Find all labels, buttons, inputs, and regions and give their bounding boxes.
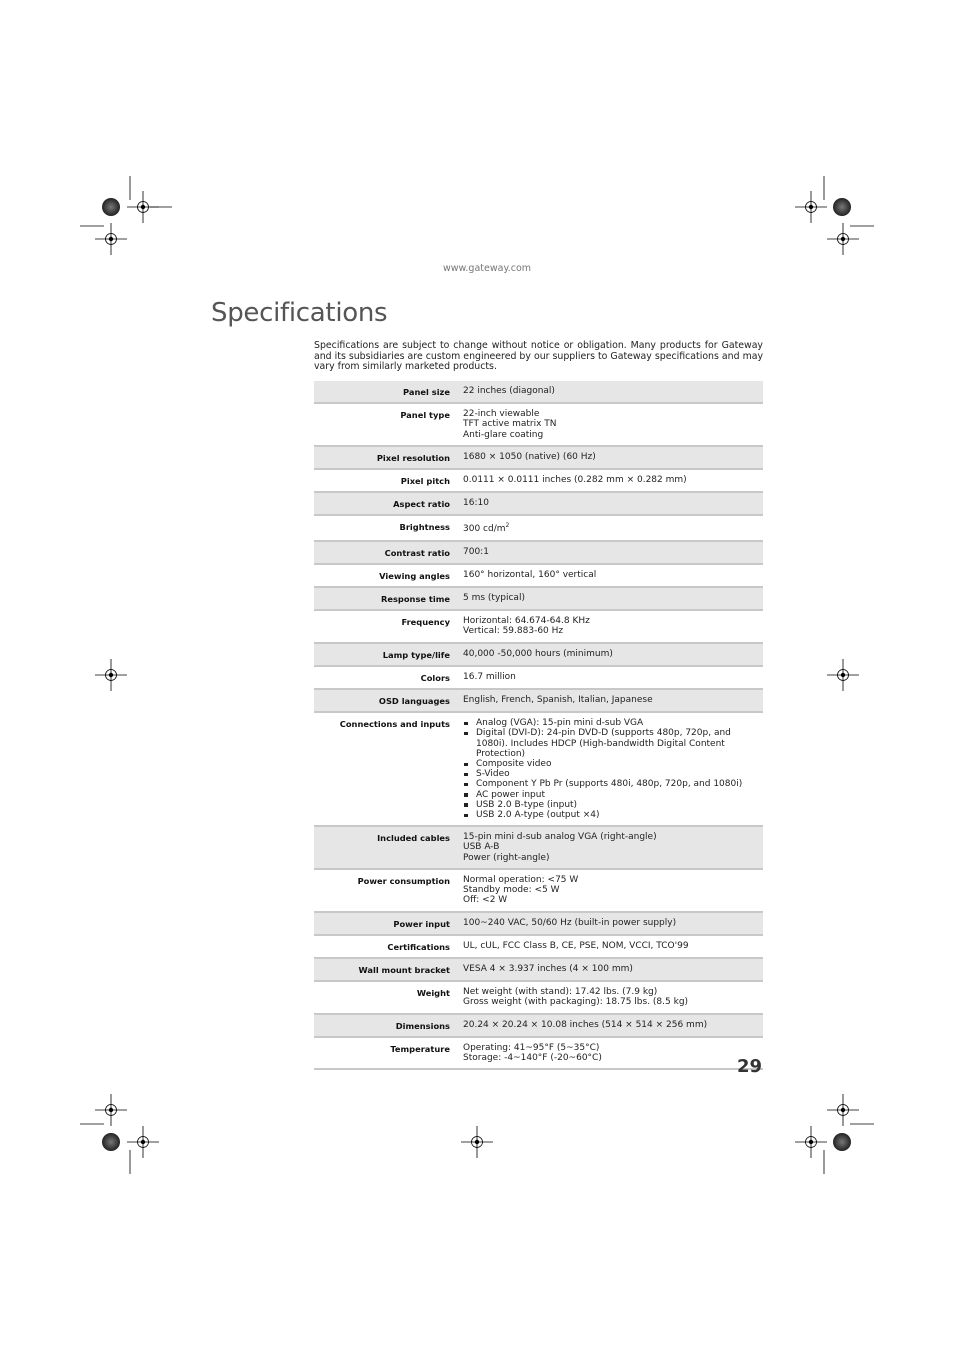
spec-label: Power input [393, 918, 450, 929]
spec-bullet-item: Composite video [463, 759, 763, 769]
spec-label: Dimensions [395, 1020, 450, 1031]
spec-label: Weight [416, 988, 450, 999]
spec-label: Viewing angles [379, 570, 450, 581]
page-title: Specifications [211, 298, 388, 328]
spec-value-line: 5 ms (typical) [463, 593, 525, 604]
spec-label: OSD languages [378, 696, 450, 707]
spec-value-superscript: 2 [505, 522, 510, 530]
spec-value-line: 0.0111 × 0.0111 inches (0.282 mm × 0.282 mm) [463, 475, 687, 486]
spec-bullet-item: AC power input [463, 790, 763, 800]
spec-bullet-item: S-Video [463, 769, 763, 779]
spec-label: Pixel resolution [376, 452, 450, 463]
spec-value-line: 20.24 × 20.24 × 10.08 inches (514 × 514 × 256 mm) [463, 1019, 708, 1030]
spec-value-line: Normal operation: <75 W [463, 874, 579, 885]
spec-value-line: 40,000 -50,000 hours (minimum) [463, 648, 613, 659]
spec-value-line: Horizontal: 64.674-64.8 KHz [463, 616, 590, 627]
spec-value-line: Off: <2 W [463, 895, 508, 906]
spec-value-line: USB A-B [463, 842, 500, 853]
spec-label: Temperature [390, 1043, 450, 1054]
spec-value-line: 700:1 [463, 546, 489, 557]
crop-dot-icon [833, 1133, 851, 1151]
spec-value-line: English, French, Spanish, Italian, Japanese [463, 695, 653, 706]
page-number: 29 [736, 1056, 762, 1077]
spec-label: Contrast ratio [384, 547, 450, 558]
crop-dot-icon [102, 1133, 120, 1151]
spec-label: Brightness [399, 522, 450, 533]
spec-value-line: Standby mode: <5 W [463, 885, 560, 896]
spec-bullet-item: Component Y Pb Pr (supports 480i, 480p, 720p, and 1080i) [463, 779, 763, 789]
spec-label: Pixel pitch [400, 476, 450, 487]
spec-bullet-item: USB 2.0 B-type (input) [463, 800, 763, 810]
crop-dot-icon [833, 198, 851, 216]
intro-paragraph: Specifications are subject to change without notice or obligation. Many products for Gateway and its subsidiaries are custom engineered by our suppliers to Gateway specifications and may vary from similarly marketed products. [314, 340, 763, 373]
spec-bullet-item: Digital (DVI-D): 24-pin DVD-D (supports 480p, 720p, and 1080i). Includes HDCP (High-bandwidth Digital Content Protection) [463, 728, 763, 759]
spec-label: Colors [420, 672, 450, 683]
spec-label: Panel type [400, 410, 450, 421]
spec-value-line: 22 inches (diagonal) [463, 386, 555, 396]
spec-label: Certifications [387, 941, 450, 952]
spec-value-text: 300 cd/m [463, 524, 506, 535]
spec-label: Wall mount bracket [358, 964, 450, 975]
spec-value-line: VESA 4 × 3.937 inches (4 × 100 mm) [463, 963, 633, 974]
spec-value-line: Gross weight (with packaging): 18.75 lbs. (8.5 kg) [463, 997, 689, 1008]
spec-bullet-item: Analog (VGA): 15-pin mini d-sub VGA [463, 718, 763, 728]
spec-value-line: TFT active matrix TN [463, 419, 557, 430]
spec-label: Panel size [403, 387, 450, 397]
spec-label: Lamp type/life [382, 649, 450, 660]
spec-value-line: 16:10 [463, 498, 489, 509]
spec-value-line: 16.7 million [463, 671, 516, 682]
spec-value-line: Operating: 41~95°F (5~35°C) [463, 1042, 600, 1053]
spec-value-line: 160° horizontal, 160° vertical [463, 569, 597, 580]
spec-label: Power consumption [357, 875, 450, 886]
spec-label: Included cables [377, 833, 450, 844]
crop-dot-icon [102, 198, 120, 216]
spec-label: Response time [380, 594, 450, 605]
spec-value-line: 1680 × 1050 (native) (60 Hz) [463, 451, 596, 462]
spec-label: Aspect ratio [393, 499, 450, 510]
spec-value-line: Anti-glare coating [463, 429, 544, 440]
spec-label: Frequency [401, 617, 450, 628]
spec-value-line: Vertical: 59.883-60 Hz [463, 626, 564, 637]
spec-value-line: Storage: -4~140°F (-20~60°C) [463, 1052, 602, 1063]
spec-bullet-item: USB 2.0 A-type (output ×4) [463, 810, 763, 820]
spec-value-line: 15-pin mini d-sub analog VGA (right-angle) [463, 832, 657, 843]
spec-label: Connections and inputs [339, 719, 450, 730]
spec-value-line: 100~240 VAC, 50/60 Hz (built-in power supply) [463, 917, 677, 928]
header-url: www.gateway.com [442, 263, 532, 274]
spec-value-line: Power (right-angle) [463, 852, 550, 863]
spec-value-line: Net weight (with stand): 17.42 lbs. (7.9 kg) [463, 987, 658, 998]
spec-value-line: 22-inch viewable [463, 409, 540, 420]
spec-value-line: UL, cUL, FCC Class B, CE, PSE, NOM, VCCI, TCO'99 [463, 940, 689, 951]
